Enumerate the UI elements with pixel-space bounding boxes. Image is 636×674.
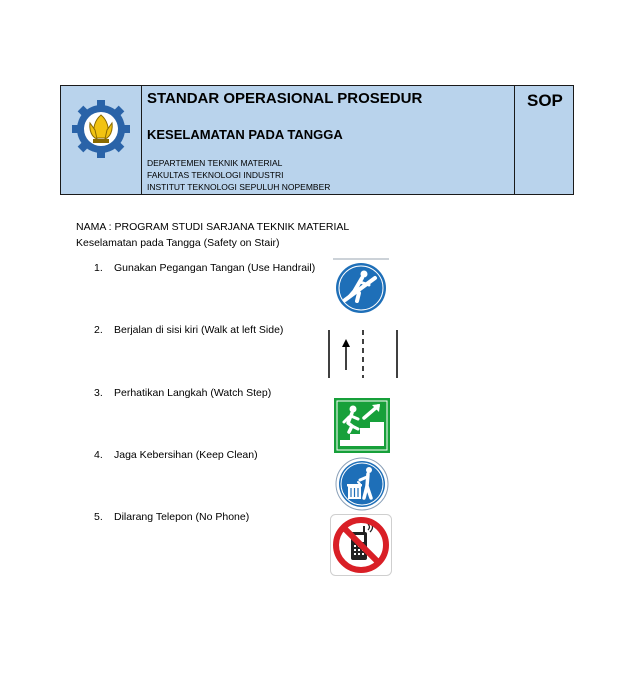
item-text: Berjalan di sisi kiri (Walk at left Side): [114, 324, 284, 336]
stairs-exit-sign-icon: [334, 398, 390, 453]
sop-title: STANDAR OPERASIONAL PROSEDUR: [147, 90, 423, 107]
sop-code: SOP: [527, 91, 563, 110]
litter-bin-sign-icon: [334, 456, 390, 512]
item-number: 3.: [94, 387, 103, 399]
item-text: Gunakan Pegangan Tangan (Use Handrail): [114, 262, 316, 274]
handrail-mandatory-sign-icon: [331, 257, 391, 315]
faculty-line: FAKULTAS TEKNOLOGI INDUSTRI: [147, 170, 284, 180]
item-number: 1.: [94, 262, 103, 274]
sop-code-cell: [514, 86, 573, 194]
department-line: DEPARTEMEN TEKNIK MATERIAL: [147, 158, 283, 168]
topic-title: Keselamatan pada Tangga (Safety on Stair): [76, 237, 280, 249]
item-number: 2.: [94, 324, 103, 336]
list-item: [94, 511, 249, 523]
item-text: Dilarang Telepon (No Phone): [114, 511, 250, 523]
sop-header: [60, 85, 574, 195]
sop-subtitle: KESELAMATAN PADA TANGGA: [147, 127, 343, 142]
item-text: Perhatikan Langkah (Watch Step): [114, 387, 272, 399]
item-number: 5.: [94, 511, 103, 523]
list-item: [94, 324, 283, 336]
list-item: [94, 262, 315, 274]
its-logo-icon: [70, 98, 132, 160]
logo-cell: [61, 86, 142, 194]
program-name: NAMA : PROGRAM STUDI SARJANA TEKNIK MATERIAL: [76, 221, 350, 233]
list-item: [94, 387, 271, 399]
institute-line: INSTITUT TEKNOLOGI SEPULUH NOPEMBER: [147, 182, 331, 192]
item-text: Jaga Kebersihan (Keep Clean): [114, 449, 258, 461]
walk-left-lane-sign-icon: [326, 328, 400, 380]
no-phone-sign-icon: [330, 514, 392, 576]
item-number: 4.: [94, 449, 103, 461]
list-item: [94, 449, 258, 461]
